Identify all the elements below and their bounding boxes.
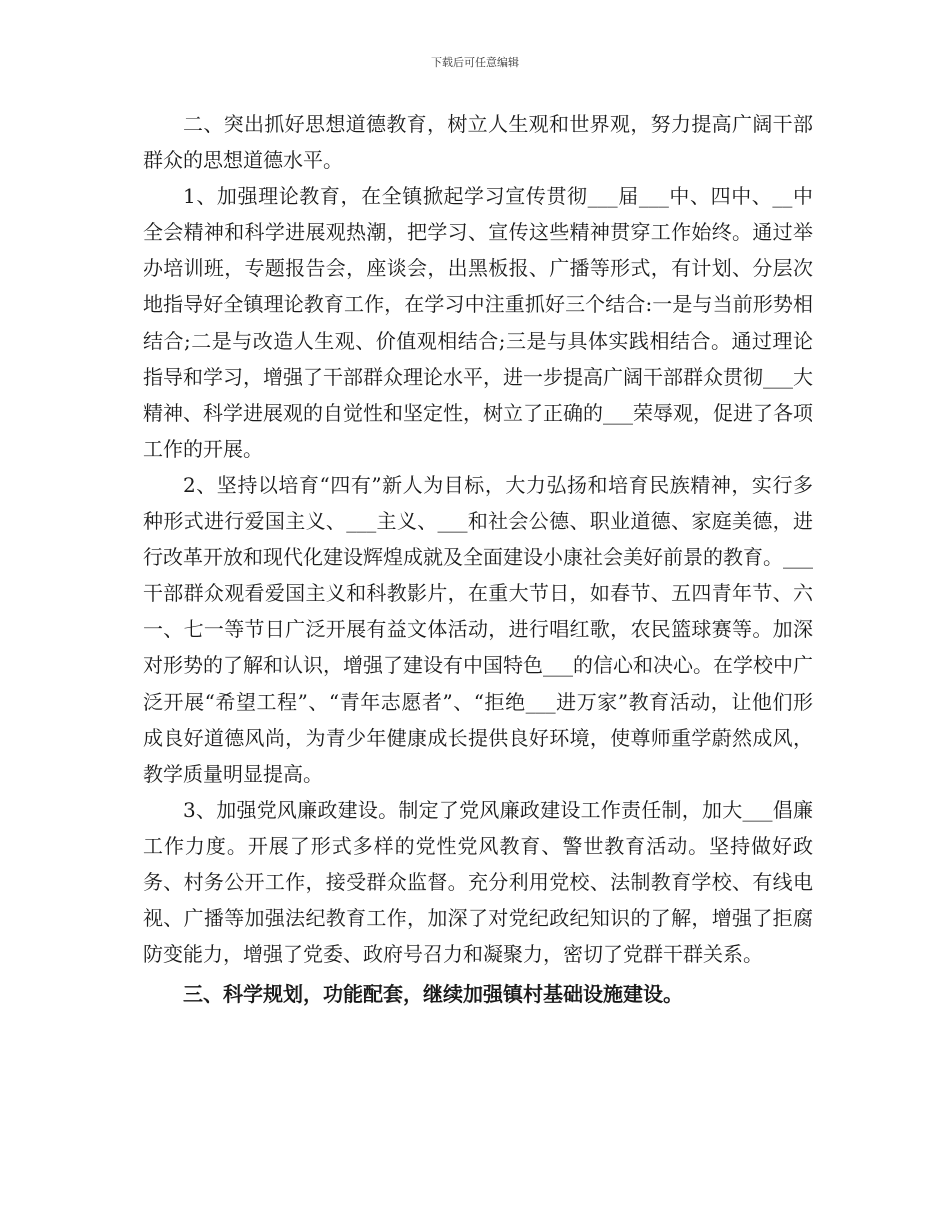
section-heading-3: 三、科学规划，功能配套，继续加强镇村基础设施建设。 (183, 982, 683, 1007)
paragraph-item-2: 2、坚持以培育“四有”新人为目标，大力弘扬和培育民族精神，实行多种形式进行爱国主义、___主义、___和社会公德、职业道德、家庭美德，进行改革开放和现代化建设辉煌成就及全面建设小康社会美好前景的教育。___干部群众观看爱国主义和科教影片，在重大节日，如春节、五四青年节、六一、七一等节日广泛开展有益文体活动，进行唱红歌，农民篮球赛等。加深对形势的了解和认识，增强了建设有中国特色___的信心和决心。在学校中广泛开展“希望工程”、“青年志愿者”、“拒绝___进万家”教育活动，让他们形成良好道德风尚，为青少年健康成长提供良好环境，使尊师重学蔚然成风，教学质量明显提高。 (143, 472, 813, 786)
document-body (143, 106, 813, 1012)
section-heading-2: 二、突出抓好思想道德教育，树立人生观和世界观，努力提高广阔干部群众的思想道德水平。 (143, 112, 813, 173)
paragraph-item-3: 3、加强党风廉政建设。制定了党风廉政建设工作责任制，加大___倡廉工作力度。开展了形式多样的党性党风教育、警世教育活动。坚持做好政务、村务公开工作，接受群众监督。充分利用党校、法制教育学校、有线电视、广播等加强法纪教育工作，加深了对党纪政纪知识的了解，增强了拒腐防变能力，增强了党委、政府号召力和凝聚力，密切了党群干群关系。 (143, 797, 813, 967)
page-header: 下载后可任意编辑 (431, 56, 519, 69)
paragraph-item-1: 1、加强理论教育，在全镇掀起学习宣传贯彻___届___中、四中、__中全会精神和科学进展观热潮，把学习、宣传这些精神贯穿工作始终。通过举办培训班，专题报告会，座谈会，出黑板报、广播等形式，有计划、分层次地指导好全镇理论教育工作，在学习中注重抓好三个结合:一是与当前形势相结合;二是与改造人生观、价值观相结合;三是与具体实践相结合。通过理论指导和学习，增强了干部群众理论水平，进一步提高广阔干部群众贯彻___大精神、科学进展观的自觉性和坚定性，树立了正确的___荣辱观，促进了各项工作的开展。 (143, 184, 813, 461)
